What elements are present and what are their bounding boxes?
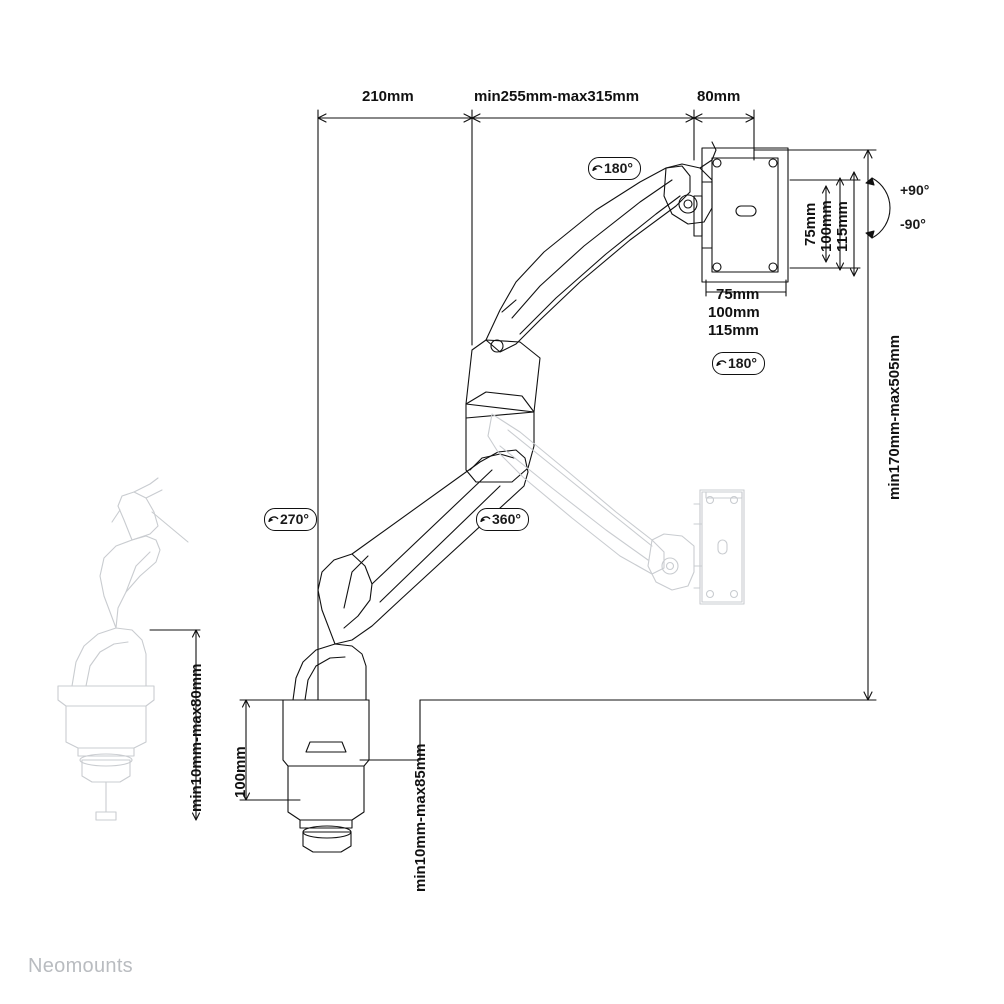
rotate-arrow-icon xyxy=(592,163,603,174)
dim-vesa-vertical-100: 100mm xyxy=(818,200,835,252)
dim-vesa-vertical-115: 115mm xyxy=(834,201,851,252)
dim-vesa-horizontal-100: 100mm xyxy=(708,304,760,321)
rotate-arrow-icon xyxy=(268,514,279,525)
angle-rotate-head: 180° xyxy=(712,352,765,375)
rotate-arrow-icon xyxy=(716,358,727,369)
angle-tilt-up: +90° xyxy=(900,182,930,198)
dim-height-range: min170mm-max505mm xyxy=(886,334,903,500)
dim-depth-base: 210mm xyxy=(362,88,414,105)
angle-pivot-arm: 270° xyxy=(264,508,317,531)
dim-vesa-horizontal-115: 115mm xyxy=(708,322,759,339)
dim-vesa-vertical-75: 75mm xyxy=(802,202,819,246)
rotate-arrow-icon xyxy=(480,514,491,525)
dim-vesa-horizontal-75: 75mm xyxy=(716,286,760,303)
dim-clamp-thickness-right: min10mm-max85mm xyxy=(412,743,429,892)
dim-clamp-width: 100mm xyxy=(232,746,249,798)
angle-tilt-head: 180° xyxy=(588,157,641,180)
brand-logo: Neomounts xyxy=(28,955,133,977)
dim-extension-range: min255mm-max315mm xyxy=(474,88,640,105)
angle-tilt-down: -90° xyxy=(900,216,926,232)
dim-clamp-thickness-left: min10mm-max80mm xyxy=(188,663,205,812)
angle-swivel-base: 360° xyxy=(476,508,529,531)
dim-head-depth: 80mm xyxy=(697,88,741,105)
